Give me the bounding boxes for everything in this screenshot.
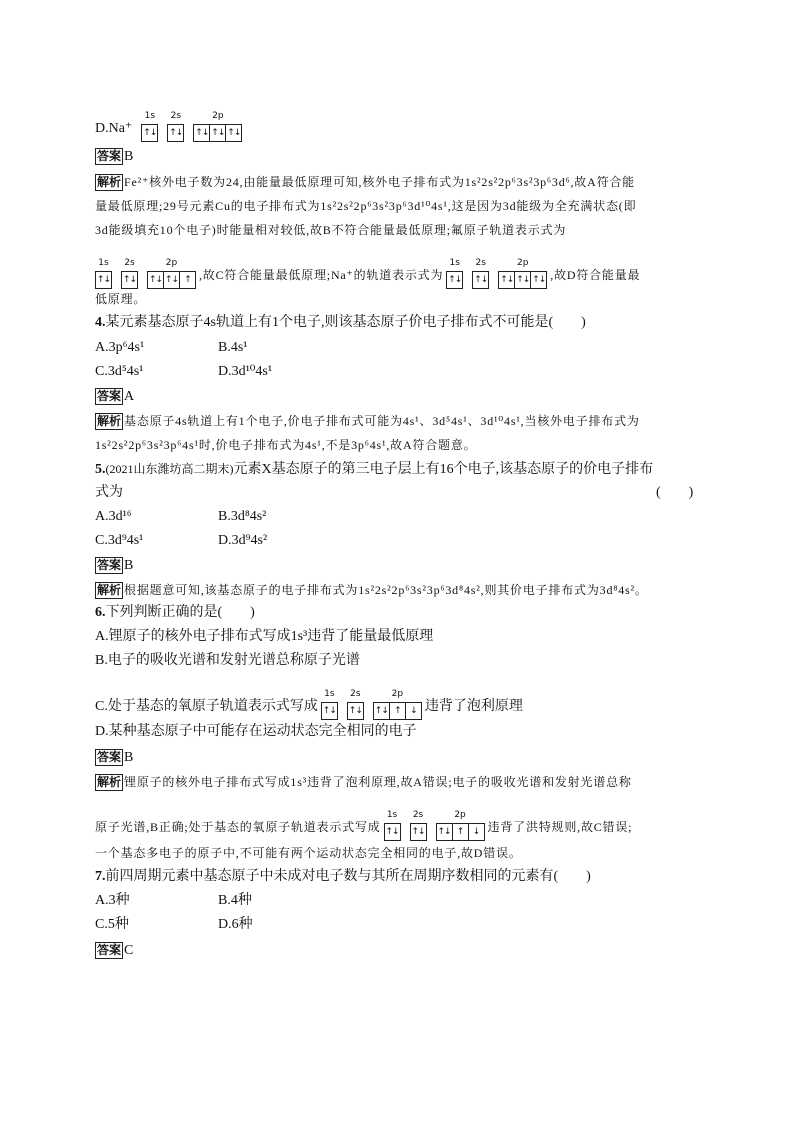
orbital-box: ↑↓ xyxy=(514,271,531,289)
orbital-box: ↑↓ xyxy=(373,702,390,720)
orbital-group-1s xyxy=(384,810,401,841)
orbital-box: ↑↓ xyxy=(141,124,158,142)
orbital-label: 1s xyxy=(144,111,156,121)
orbital-box: ↑ xyxy=(452,823,469,841)
orbital-box: ↑↓ xyxy=(410,823,427,841)
orbital-label: 1s xyxy=(324,689,335,699)
q3-option-d-label: D.Na⁺ xyxy=(95,121,133,136)
q3-analysis-line-2: 量最低原理;29号元素Cu的电子排布式为1s²2s²2p⁶3s²3p⁶3d¹⁰4s¹,这是因为3d能级为全充满状态(即 xyxy=(95,199,637,213)
q5-answer-blank: ( ) xyxy=(656,485,694,500)
orbital-group-2s xyxy=(410,810,427,841)
q3-option-d-orbital-diagram xyxy=(141,111,242,142)
na-ion-orbital-diagram xyxy=(446,258,547,289)
orbital-box: ↑↓ xyxy=(347,702,364,720)
q4-option-c: C.3d⁵4s¹ xyxy=(95,364,144,379)
orbital-box: ↑↓ xyxy=(209,124,226,142)
orbital-label: 1s xyxy=(386,810,398,820)
orbital-label: 2p xyxy=(454,810,466,820)
q5-number: 5. xyxy=(95,462,106,477)
q7-option-c: C.5种 xyxy=(95,917,129,932)
orbital-label: 2p xyxy=(212,111,224,121)
answer-tag: 答案 xyxy=(97,558,122,572)
analysis-tag: 解析 xyxy=(97,775,122,789)
orbital-box: ↑↓ xyxy=(147,271,164,289)
q4-analysis-line-1 xyxy=(95,412,640,430)
q3-answer-line xyxy=(95,148,133,166)
q3-answer-value: B xyxy=(124,149,134,164)
answer-tag: 答案 xyxy=(97,750,122,764)
q3-analysis-line-5: 低原理。 xyxy=(95,292,147,306)
analysis-tag: 解析 xyxy=(97,583,122,597)
answer-tag: 答案 xyxy=(97,943,122,957)
orbital-group-1s xyxy=(446,258,463,289)
q3-analysis-text-1: Fe²⁺核外电子数为24,由能量最低原理可知,核外电子排布式为1s²2s²2p⁶3s²3p⁶3d⁶,故A符合能 xyxy=(124,175,635,189)
orbital-box: ↑↓ xyxy=(530,271,547,289)
orbital-box: ↑↓ xyxy=(167,124,184,142)
q6-analysis-line-2 xyxy=(95,810,633,841)
orbital-box: ↑↓ xyxy=(193,124,210,142)
orbital-box: ↓ xyxy=(405,702,422,720)
q4-option-b: B.4s¹ xyxy=(218,340,248,355)
orbital-box: ↑↓ xyxy=(498,271,515,289)
q4-analysis-line-2: 1s²2s²2p⁶3s²3p⁶4s¹时,价电子排布式为4s¹,不是3p⁶4s¹,故A符合题意。 xyxy=(95,438,477,452)
orbital-group-2s xyxy=(121,258,138,289)
q4-stem-text: 某元素基态原子4s轨道上有1个电子,则该基态原子价电子排布式不可能是( ) xyxy=(105,315,586,330)
oxygen-orbital-diagram xyxy=(384,810,485,841)
orbital-box: ↑↓ xyxy=(436,823,453,841)
q4-analysis-text-1: 基态原子4s轨道上有1个电子,价电子排布式可能为4s¹、3d⁵4s¹、3d¹⁰4s¹,当核外电子排布式为 xyxy=(124,414,640,428)
q5-answer-line xyxy=(95,557,133,575)
q5-analysis-line-1 xyxy=(95,581,648,599)
orbital-label: 2s xyxy=(412,810,424,820)
orbital-box: ↑↓ xyxy=(446,271,463,289)
q6-option-c-text: C.处于基态的氧原子轨道表示式写成 xyxy=(95,699,318,714)
answer-tag: 答案 xyxy=(97,149,122,163)
q7-answer-value: C xyxy=(124,943,134,958)
q5-option-d: D.3d⁹4s² xyxy=(218,533,268,548)
orbital-label: 2s xyxy=(475,258,486,268)
orbital-box: ↑↓ xyxy=(472,271,489,289)
q5-option-a: A.3d¹⁶ xyxy=(95,509,132,524)
q5-answer-value: B xyxy=(124,558,134,573)
answer-tag: 答案 xyxy=(97,389,122,403)
orbital-box: ↑↓ xyxy=(225,124,242,142)
orbital-group-2p xyxy=(193,111,242,142)
q5-stem-text-1: 元素X基态原子的第三电子层上有16个电子,该基态原子的价电子排布 xyxy=(233,462,654,477)
q7-number: 7. xyxy=(95,869,106,884)
orbital-label: 2s xyxy=(350,689,361,699)
q6-analysis-text-2-tail: 违背了洪特规则,故C错误; xyxy=(487,820,633,834)
orbital-group-2p xyxy=(436,810,485,841)
orbital-group-2p xyxy=(498,258,547,289)
q6-answer-value: B xyxy=(124,750,134,765)
q5-options-row-2 xyxy=(95,532,267,550)
q5-options-row-1 xyxy=(95,508,266,526)
q7-option-a: A.3种 xyxy=(95,893,130,908)
orbital-box: ↑ xyxy=(179,271,196,289)
orbital-group-2p xyxy=(373,689,422,720)
q5-source: (2021山东潍坊高二期末) xyxy=(105,462,234,476)
q4-option-a: A.3p⁶4s¹ xyxy=(95,340,145,355)
q6-stem-text: 下列判断正确的是( ) xyxy=(105,605,255,620)
q4-options-row-2 xyxy=(95,363,272,381)
q6-number: 6. xyxy=(95,605,106,620)
q6-option-b: B.电子的吸收光谱和发射光谱总称原子光谱 xyxy=(95,653,360,668)
q7-option-d: D.6种 xyxy=(218,917,253,932)
orbital-group-1s xyxy=(141,111,158,142)
orbital-box: ↑ xyxy=(389,702,406,720)
orbital-group-1s xyxy=(95,258,112,289)
q5-stem-line-1 xyxy=(95,460,653,479)
q5-option-b: B.3d⁸4s² xyxy=(218,509,267,524)
q4-option-d: D.3d¹⁰4s¹ xyxy=(218,364,273,379)
orbital-label: 2p xyxy=(517,258,529,268)
orbital-group-2s xyxy=(167,111,184,142)
analysis-tag: 解析 xyxy=(97,175,122,189)
q6-option-a: A.锂原子的核外电子排布式写成1s³违背了能量最低原理 xyxy=(95,629,434,644)
q6-stem xyxy=(95,604,255,622)
q7-answer-line xyxy=(95,942,133,960)
orbital-label: 2p xyxy=(165,258,178,268)
orbital-label: 1s xyxy=(449,258,460,268)
analysis-tag: 解析 xyxy=(97,414,122,428)
q4-options-row-1 xyxy=(95,339,247,357)
q6-analysis-line-3: 一个基态多电子的原子中,不可能有两个运动状态完全相同的电子,故D错误。 xyxy=(95,846,522,860)
orbital-group-2s xyxy=(472,258,489,289)
orbital-box: ↑↓ xyxy=(121,271,138,289)
q6-answer-line xyxy=(95,749,133,767)
orbital-group-1s xyxy=(321,689,338,720)
q6-analysis-text-2: 原子光谱,B正确;处于基态的氧原子轨道表示式写成 xyxy=(95,820,381,834)
q3-analysis-line-1 xyxy=(95,173,635,191)
orbital-box: ↑↓ xyxy=(321,702,338,720)
orbital-group-2s xyxy=(347,689,364,720)
q5-option-c: C.3d⁹4s¹ xyxy=(95,533,144,548)
q5-analysis-text-1: 根据题意可知,该基态原子的电子排布式为1s²2s²2p⁶3s²3p⁶3d⁸4s²,则其价电子排布式为3d⁸4s²。 xyxy=(124,583,648,597)
q5-stem-line-2: 式为 xyxy=(95,485,123,500)
q4-answer-line xyxy=(95,388,134,406)
orbital-label: 1s xyxy=(98,258,109,268)
q6-analysis-line-1 xyxy=(95,773,632,791)
orbital-box: ↑↓ xyxy=(163,271,180,289)
q7-options-row-2 xyxy=(95,916,253,934)
q3-analysis-line-4 xyxy=(95,258,641,289)
q7-stem xyxy=(95,868,591,886)
q4-answer-value: A xyxy=(124,389,135,404)
orbital-label: 2p xyxy=(391,689,404,699)
fluorine-orbital-diagram xyxy=(95,258,196,289)
q6-option-c-tail: 违背了泡利原理 xyxy=(424,699,523,714)
oxygen-orbital-diagram xyxy=(321,689,422,720)
q3-analysis-after-fluorine: ,故C符合能量最低原理;Na⁺的轨道表示式为 xyxy=(199,268,444,282)
q6-analysis-text-1: 锂原子的核外电子排布式写成1s³违背了泡利原理,故A错误;电子的吸收光谱和发射光谱总称 xyxy=(124,775,632,789)
q7-stem-text: 前四周期元素中基态原子中未成对电子数与其所在周期序数相同的元素有( ) xyxy=(105,869,591,884)
q4-stem xyxy=(95,314,586,332)
orbital-box: ↑↓ xyxy=(384,823,401,841)
orbital-group-2p xyxy=(147,258,196,289)
q3-analysis-line-3: 3d能级填充10个电子)时能量相对较低,故B不符合能量最低原理;氟原子轨道表示式为 xyxy=(95,223,567,237)
q6-option-d: D.某种基态原子中可能存在运动状态完全相同的电子 xyxy=(95,724,417,739)
q6-option-c xyxy=(95,689,523,720)
orbital-box: ↑↓ xyxy=(95,271,112,289)
orbital-box: ↓ xyxy=(468,823,485,841)
q7-option-b: B.4种 xyxy=(218,893,252,908)
q3-option-d xyxy=(95,111,245,142)
q3-analysis-after-na: ,故D符合能量最 xyxy=(550,268,641,282)
orbital-label: 2s xyxy=(170,111,182,121)
q4-number: 4. xyxy=(95,315,106,330)
q7-options-row-1 xyxy=(95,892,252,910)
orbital-label: 2s xyxy=(124,258,135,268)
